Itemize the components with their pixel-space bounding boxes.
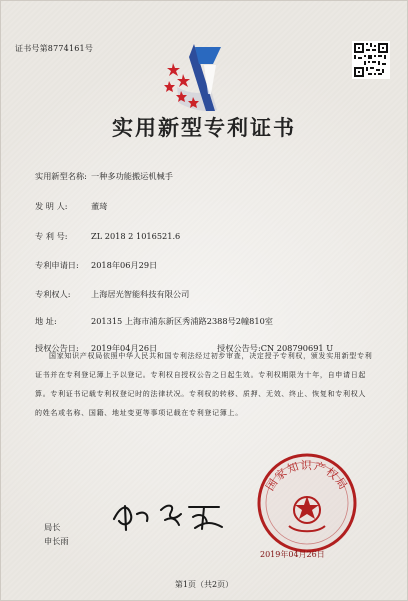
field-value: 一种多功能搬运机械手 (91, 171, 173, 181)
field-value: 上海居光智能科技有限公司 (91, 289, 190, 299)
director-title: 局长 (44, 522, 61, 532)
certificate-number: 证书号第8774161号 (15, 44, 94, 53)
field-label: 发 明 人: (35, 201, 68, 211)
field-label: 实用新型名称: (35, 171, 87, 181)
official-seal-icon (253, 449, 361, 557)
address-field (35, 316, 273, 326)
director-block (44, 520, 69, 548)
qr-code-icon (352, 41, 390, 79)
field-value: ZL 2018 2 1016521.6 (91, 231, 181, 241)
svg-text:国家知识产权局: 国家知识产权局 (263, 459, 351, 493)
field-value: CN 208790691 U (260, 343, 334, 353)
page-indicator: 第1页（共2页） (174, 580, 234, 589)
certificate-notice: 国家知识产权局依照中华人民共和国专利法经过初步审查，决定授予专利权，颁发实用新型专利证书并在专利登记簿上予以登记。专利权自授权公告之日起生效。专利权期限为十年，自申请日起算。专利证书记载专利权登记时的法律状况。专利权的转移、质押、无效、终止、恢复和专利权人的姓名或名称、国籍、地址变更等事项记载在专利登记簿上。 (35, 352, 373, 417)
star-patent-emblem-icon (159, 34, 245, 116)
patent-number-field (35, 231, 180, 241)
field-label: 专 利 号: (35, 231, 68, 241)
field-label: 专利申请日: (35, 260, 79, 270)
field-value: 2019年04月26日 (91, 343, 158, 353)
field-value: 201315 上海市浦东新区秀浦路2388号2幢810室 (91, 316, 273, 326)
application-date-field (35, 260, 157, 270)
inventor-field (35, 201, 107, 211)
director-signature (109, 493, 229, 537)
seal-date: 2019年04月26日 (260, 550, 325, 559)
field-label: 授权公告号: (217, 343, 261, 353)
field-value: 2018年06月29日 (91, 260, 158, 270)
field-label: 专利权人: (35, 289, 71, 299)
certificate-title: 实用新型专利证书 (112, 115, 296, 140)
director-name: 申长雨 (44, 536, 69, 546)
utility-model-name-field (35, 171, 173, 181)
field-value: 董琦 (91, 201, 108, 211)
field-label: 地 址: (35, 316, 57, 326)
field-label: 授权公告日: (35, 343, 79, 353)
patentee-field (35, 289, 189, 299)
